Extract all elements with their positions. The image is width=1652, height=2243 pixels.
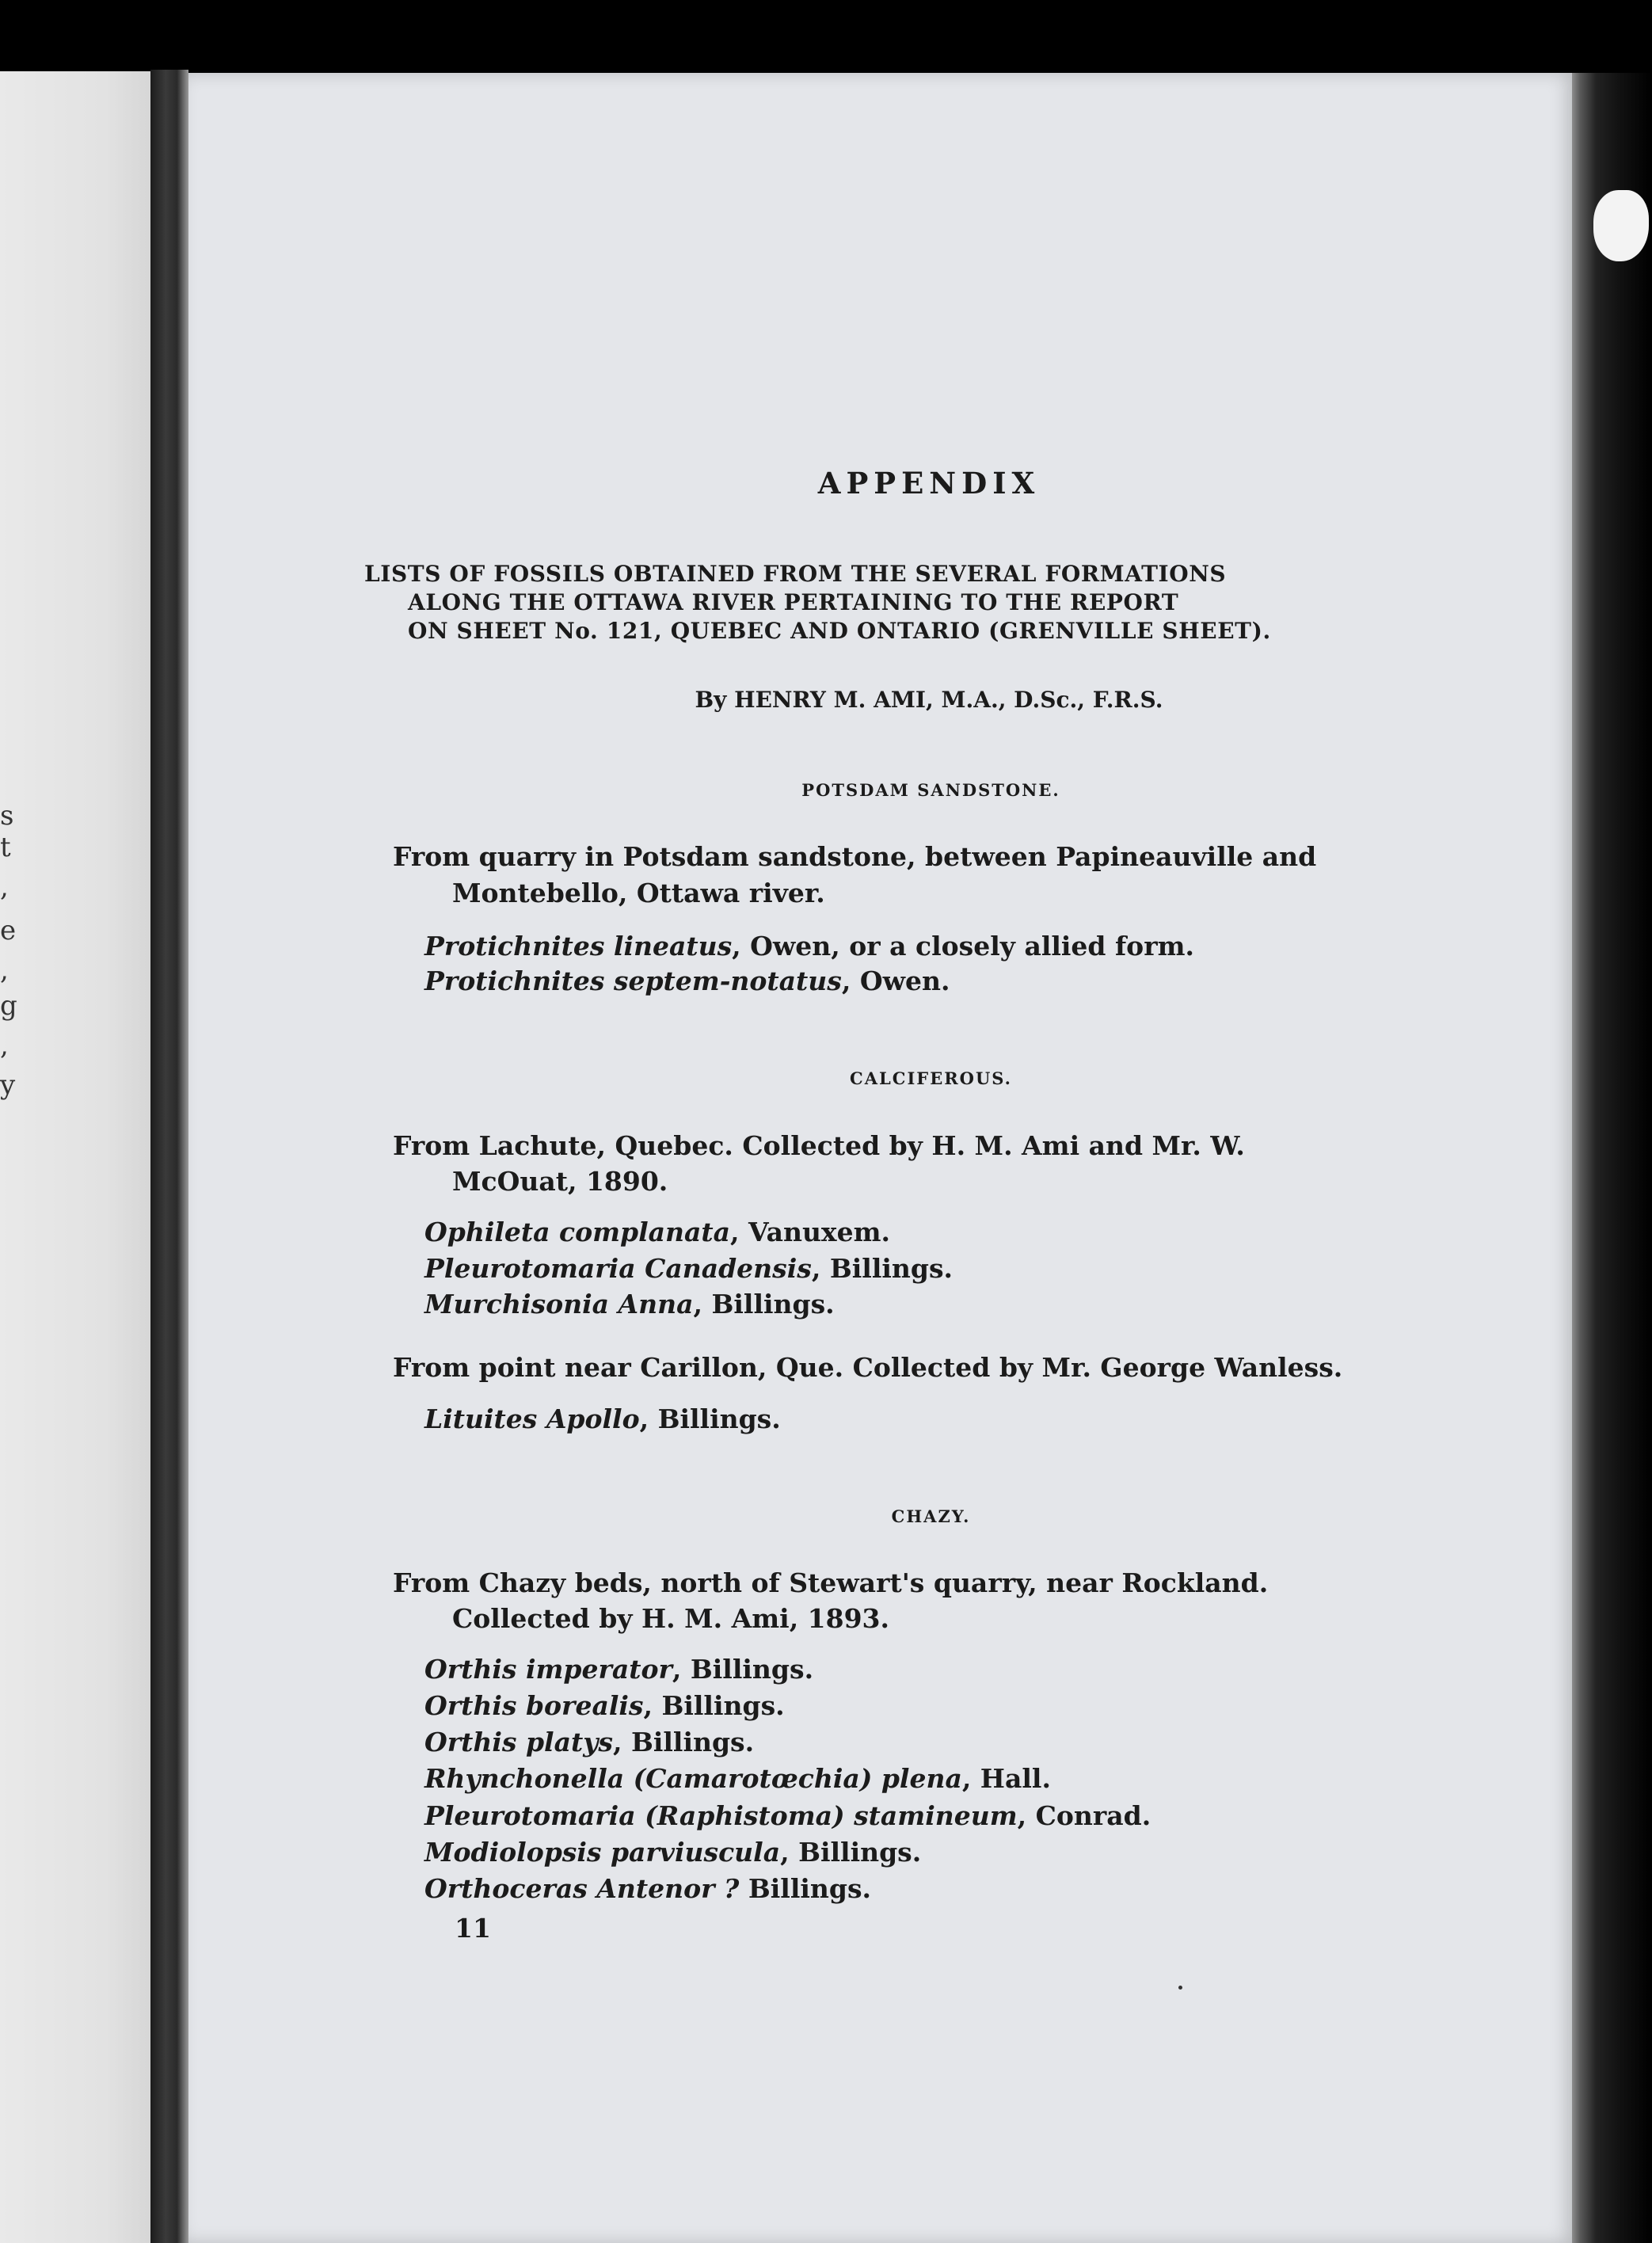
species-name: Orthis platys: [424, 1727, 613, 1757]
section-heading-chazy: CHAZY.: [891, 1506, 971, 1526]
locality-line: From quarry in Potsdam sandstone, between Papineauville and: [393, 841, 1317, 872]
section-heading-potsdam: POTSDAM SANDSTONE.: [801, 780, 1060, 800]
species-authority: , Vanuxem.: [730, 1217, 891, 1247]
species-name: Pleurotomaria (Raphistoma) stamineum: [424, 1800, 1018, 1831]
species-entry: [424, 965, 950, 996]
species-name: Pleurotomaria Canadensis: [424, 1253, 812, 1284]
species-authority: , Billings.: [811, 1253, 954, 1284]
locality-line: McOuat, 1890.: [452, 1166, 668, 1197]
species-authority: , Billings.: [612, 1727, 755, 1757]
locality-line: From point near Carillon, Que. Collected by Mr. George Wanless.: [393, 1352, 1343, 1383]
author-line: By HENRY M. AMI, M.A., D.Sc., F.R.S.: [695, 687, 1163, 713]
left-page-fragment: ,: [0, 871, 9, 903]
locality-line: Collected by H. M. Ami, 1893.: [452, 1603, 890, 1634]
species-authority: , Conrad.: [1017, 1800, 1151, 1831]
species-authority: Billings.: [739, 1873, 872, 1904]
section-heading-calciferous: CALCIFEROUS.: [849, 1068, 1012, 1088]
species-entry: [424, 1763, 1051, 1794]
subtitle-line-3: ON SHEET No. 121, QUEBEC AND ONTARIO (GRENVILLE SHEET).: [408, 618, 1271, 644]
species-name: Rhynchonella (Camarotœchia) plena: [424, 1763, 962, 1794]
species-entry: [424, 1873, 871, 1904]
left-page-fragment: t: [0, 832, 11, 863]
subtitle-line-1: LISTS OF FOSSILS OBTAINED FROM THE SEVERAL FORMATIONS: [364, 561, 1227, 587]
species-entry: [424, 1800, 1151, 1831]
species-name: Orthoceras Antenor ?: [424, 1873, 740, 1904]
species-authority: , Owen.: [841, 965, 950, 996]
species-authority: , Billings.: [643, 1690, 785, 1721]
locality-line: From Lachute, Quebec. Collected by H. M. Ami and Mr. W.: [393, 1130, 1245, 1161]
species-entry: [424, 1253, 953, 1284]
scan-speck: [1178, 1986, 1182, 1990]
species-name: Ophileta complanata: [424, 1217, 731, 1247]
left-page-fragment: ,: [0, 954, 9, 986]
left-page-fragment: s: [0, 800, 14, 832]
species-entry: [424, 931, 1194, 962]
species-authority: , Billings.: [672, 1654, 814, 1685]
species-name: Orthis imperator: [424, 1654, 672, 1685]
species-authority: , Billings.: [693, 1289, 835, 1320]
locality-line: From Chazy beds, north of Stewart's quarry, near Rockland.: [393, 1567, 1269, 1598]
locality-line: Montebello, Ottawa river.: [452, 878, 825, 908]
species-name: Orthis borealis: [424, 1690, 644, 1721]
species-authority: , Billings.: [639, 1403, 781, 1434]
book-edge-right: [1572, 73, 1652, 2243]
species-name: Lituites Apollo: [424, 1403, 640, 1434]
subtitle-line-2: ALONG THE OTTAWA RIVER PERTAINING TO THE REPORT: [408, 589, 1179, 615]
species-authority: , Owen, or a closely allied form.: [732, 931, 1194, 962]
species-name: Protichnites lineatus: [424, 931, 733, 962]
species-entry: [424, 1403, 781, 1434]
page-number: 11: [455, 1913, 491, 1944]
page-title: APPENDIX: [817, 466, 1041, 501]
species-entry: [424, 1217, 890, 1247]
left-page-fragment: e: [0, 915, 17, 946]
species-entry: [424, 1289, 835, 1320]
left-page-fragment: ,: [0, 1030, 9, 1061]
species-name: Modiolopsis parviuscula: [424, 1837, 781, 1868]
species-entry: [424, 1690, 785, 1721]
species-name: Protichnites septem-notatus: [424, 965, 842, 996]
book-page: [188, 73, 1574, 2243]
species-name: Murchisonia Anna: [424, 1289, 694, 1320]
adjacent-page: [0, 71, 150, 2243]
species-authority: , Hall.: [961, 1763, 1051, 1794]
left-page-fragment: g: [0, 990, 17, 1022]
book-gutter: [150, 70, 188, 2243]
species-entry: [424, 1837, 921, 1868]
species-authority: , Billings.: [780, 1837, 922, 1868]
scan-artifact: [1593, 190, 1649, 261]
left-page-fragment: y: [0, 1069, 16, 1101]
species-entry: [424, 1654, 813, 1685]
species-entry: [424, 1727, 754, 1757]
